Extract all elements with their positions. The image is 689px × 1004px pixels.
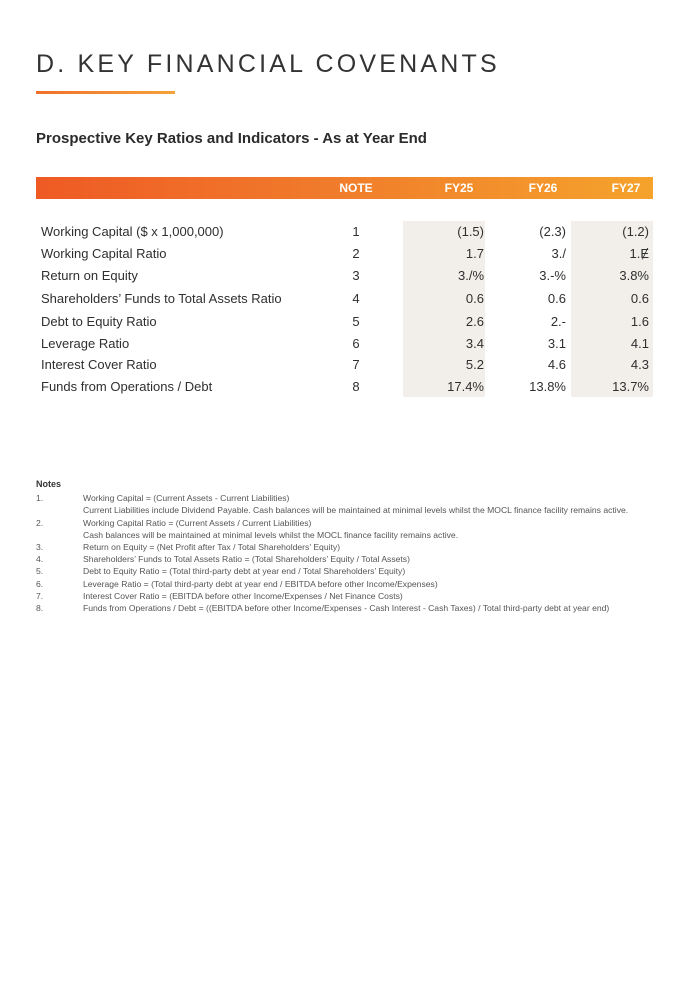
- row-note: 3: [352, 268, 360, 283]
- row-fy26: 3./: [551, 246, 566, 261]
- note-item: [36, 602, 651, 614]
- row-fy25: 5.2: [465, 357, 484, 372]
- row-note: 5: [352, 314, 360, 329]
- row-label: Debt to Equity Ratio: [41, 314, 157, 329]
- note-number: 1.: [36, 493, 44, 504]
- note-item: [36, 541, 651, 553]
- note-number: 5.: [36, 566, 44, 577]
- row-fy26: 13.8%: [529, 379, 566, 394]
- row-fy25: (1.5): [457, 224, 484, 239]
- table-row: [36, 221, 653, 243]
- row-fy27: 3.8%: [619, 268, 649, 283]
- note-text: Funds from Operations / Debt = ((EBITDA before other Income/Expenses - Cash Interest - Cash Taxes) / Total third-party debt at year end): [83, 603, 610, 614]
- row-label: Interest Cover Ratio: [41, 357, 157, 372]
- row-note: 2: [352, 246, 360, 261]
- note-item: [36, 553, 651, 565]
- table-row: [36, 354, 653, 376]
- note-text: Current Liabilities include Dividend Payable. Cash balances will be maintained at minimal levels whilst the MOCL finance facility remains active.: [83, 505, 629, 516]
- row-fy27: 13.7%: [612, 379, 649, 394]
- row-fy27: (1.2): [622, 224, 649, 239]
- row-note: 6: [352, 336, 360, 351]
- row-fy25: 17.4%: [447, 379, 484, 394]
- row-fy26: 2.-: [550, 314, 566, 329]
- note-number: 8.: [36, 603, 44, 614]
- row-fy25: 3./%: [457, 268, 484, 283]
- row-fy27: 1.Ɇ: [629, 246, 649, 261]
- row-fy25: 1.7: [465, 246, 484, 261]
- note-item: [36, 565, 651, 577]
- note-text: Working Capital = (Current Assets - Current Liabilities): [83, 493, 290, 504]
- note-item: [36, 578, 651, 590]
- header-fy26: FY26: [528, 181, 558, 195]
- table-row: [36, 311, 653, 333]
- row-fy27: 4.3: [630, 357, 649, 372]
- note-item: [36, 492, 651, 516]
- note-text: Working Capital Ratio = (Current Assets / Current Liabilities): [83, 517, 312, 528]
- notes-section: [36, 478, 651, 614]
- row-fy26: 4.6: [547, 357, 566, 372]
- table-row: [36, 333, 653, 355]
- note-text: Leverage Ratio = (Total third-party debt at year end / EBITDA before other Income/Expenses): [83, 578, 438, 589]
- header-fy27: FY27: [611, 181, 641, 195]
- row-fy26: 3.1: [547, 336, 566, 351]
- row-fy25: 2.6: [465, 314, 484, 329]
- row-note: 7: [352, 357, 360, 372]
- note-text: Interest Cover Ratio = (EBITDA before other Income/Expenses / Net Finance Costs): [83, 590, 403, 601]
- note-text: Return on Equity = (Net Profit after Tax / Total Shareholders’ Equity): [83, 542, 341, 553]
- row-fy27: 4.1: [630, 336, 649, 351]
- section-title: D. KEY FINANCIAL COVENANTS: [36, 50, 500, 78]
- row-fy25: 0.6: [465, 291, 484, 306]
- note-text: Cash balances will be maintained at minimal levels whilst the MOCL finance facility remains active.: [83, 529, 459, 540]
- row-label: Working Capital ($ x 1,000,000): [41, 224, 224, 239]
- row-label: Return on Equity: [41, 268, 138, 283]
- row-label: Leverage Ratio: [41, 336, 130, 351]
- note-item: [36, 517, 651, 541]
- header-fy25: FY25: [444, 181, 474, 195]
- table-title: Prospective Key Ratios and Indicators - As at Year End: [36, 130, 427, 147]
- note-number: 7.: [36, 590, 44, 601]
- row-label: Working Capital Ratio: [41, 246, 167, 261]
- table-row: [36, 243, 653, 265]
- row-fy27: 1.6: [630, 314, 649, 329]
- note-text: Debt to Equity Ratio = (Total third-party debt at year end / Total Shareholders’ Equity): [83, 566, 406, 577]
- row-fy26: 3.-%: [539, 268, 566, 283]
- table-row: [36, 265, 653, 287]
- row-fy25: 3.4: [465, 336, 484, 351]
- table-row: [36, 376, 653, 398]
- row-fy27: 0.6: [630, 291, 649, 306]
- note-number: 4.: [36, 554, 44, 565]
- row-fy26: 0.6: [547, 291, 566, 306]
- note-item: [36, 590, 651, 602]
- row-note: 4: [352, 291, 360, 306]
- row-label: Shareholders’ Funds to Total Assets Ratio: [41, 291, 282, 306]
- note-number: 2.: [36, 517, 44, 528]
- note-number: 6.: [36, 578, 44, 589]
- note-number: 3.: [36, 542, 44, 553]
- row-note: 8: [352, 379, 360, 394]
- table-row: [36, 288, 653, 310]
- notes-heading: Notes: [36, 479, 62, 489]
- header-note: NOTE: [339, 181, 373, 195]
- note-text: Shareholders’ Funds to Total Assets Ratio = (Total Shareholders’ Equity / Total Assets): [83, 554, 410, 565]
- row-note: 1: [352, 224, 360, 239]
- title-underline: [36, 91, 175, 94]
- row-fy26: (2.3): [539, 224, 566, 239]
- table-header-bar: [36, 177, 653, 199]
- row-label: Funds from Operations / Debt: [41, 379, 213, 394]
